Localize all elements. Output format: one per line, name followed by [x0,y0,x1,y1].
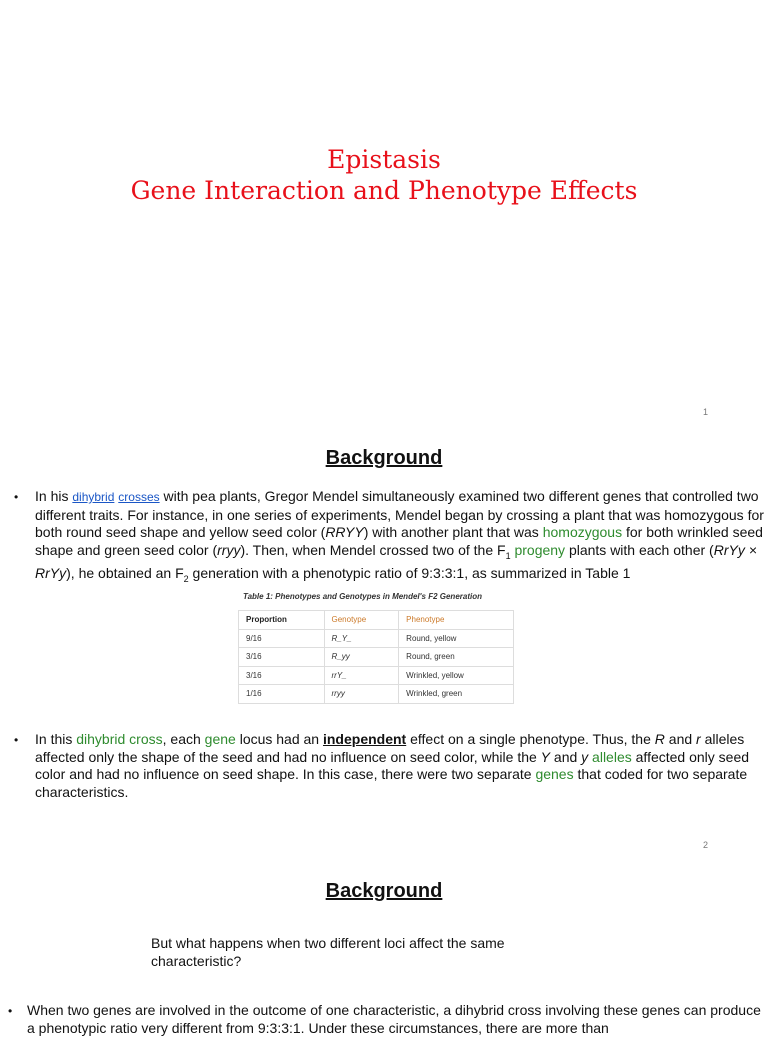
table-cell: 1/16 [239,685,325,704]
table-cell: rrY_ [324,666,399,685]
table-header-row [239,611,514,630]
table-header-cell: Phenotype [399,611,514,630]
paragraph-dihybrid-cross: In this dihybrid cross, each gene locus had an independent effect on a single phenotype. Thus, the R and r alleles affected only the shape of the seed and had no influence on seed color, while the Y and y alleles affected only seed color and had no influence on seed shape. In this case, there were two separate genes that coded for two separate characteristics. [35,731,750,800]
table-caption: Table 1: Phenotypes and Genotypes in Mendel's F2 Generation [243,592,482,601]
paragraph-mendel: In his dihybrid crosses with pea plants, Gregor Mendel simultaneously examined two different genes that controlled two different traits. For instance, in one series of experiments, Mendel began by crossing a plant that was homozygous for both round seed shape and yellow seed color (RRYY) with another plant that was homozygous for both wrinkled seed shape and green seed color (rryy). Then, when Mendel crossed two of the $F_1$ progeny plants with each other (RrYy × RrYy), he obtained an $F_2$ generation with a phenotypic ratio of 9:3:3:1, as summarized in Table 1 [35,488,764,584]
section-heading: Background [325,447,443,469]
crosses-link[interactable]: crosses [118,490,160,504]
table-cell: R_Y_ [324,629,399,648]
independent-term: independent [322,731,407,747]
table-header-cell: Genotype [324,611,399,630]
table-cell: rryy [324,685,399,704]
table-cell: 9/16 [239,629,325,648]
section-heading: Background [325,880,443,902]
table-cell: 3/16 [239,666,325,685]
table-row [239,629,514,648]
homozygous-term: homozygous [542,524,623,540]
page-number: 1 [703,407,709,417]
page-number: 2 [703,840,709,850]
progeny-term: progeny [514,541,566,558]
slide-title-line-1: Epistasis [327,145,441,174]
table-cell: Wrinkled, yellow [399,666,514,685]
table-cell: Wrinkled, green [399,685,514,704]
table-row [239,666,514,685]
bullet-icon: • [14,490,19,504]
table-cell: 3/16 [239,648,325,667]
table-cell: Round, green [399,648,514,667]
phenotype-table [238,610,514,704]
slide-title-line-2: Gene Interaction and Phenotype Effects [130,176,638,205]
table-cell: Round, yellow [399,629,514,648]
table-cell: R_yy [324,648,399,667]
bullet-icon: • [8,1004,13,1018]
bullet-icon: • [14,733,19,747]
table-row [239,648,514,667]
question-text: But what happens when two different loci affect the same characteristic? [151,935,505,969]
table-row [239,685,514,704]
paragraph-two-genes: When two genes are involved in the outcome of one characteristic, a dihybrid cross involving these genes can produce a phenotypic ratio very different from 9:3:3:1. Under these circumstances, there are more than [27,1002,761,1036]
table-header-cell: Proportion [239,611,325,630]
dihybrid-link[interactable]: dihybrid [72,490,115,504]
